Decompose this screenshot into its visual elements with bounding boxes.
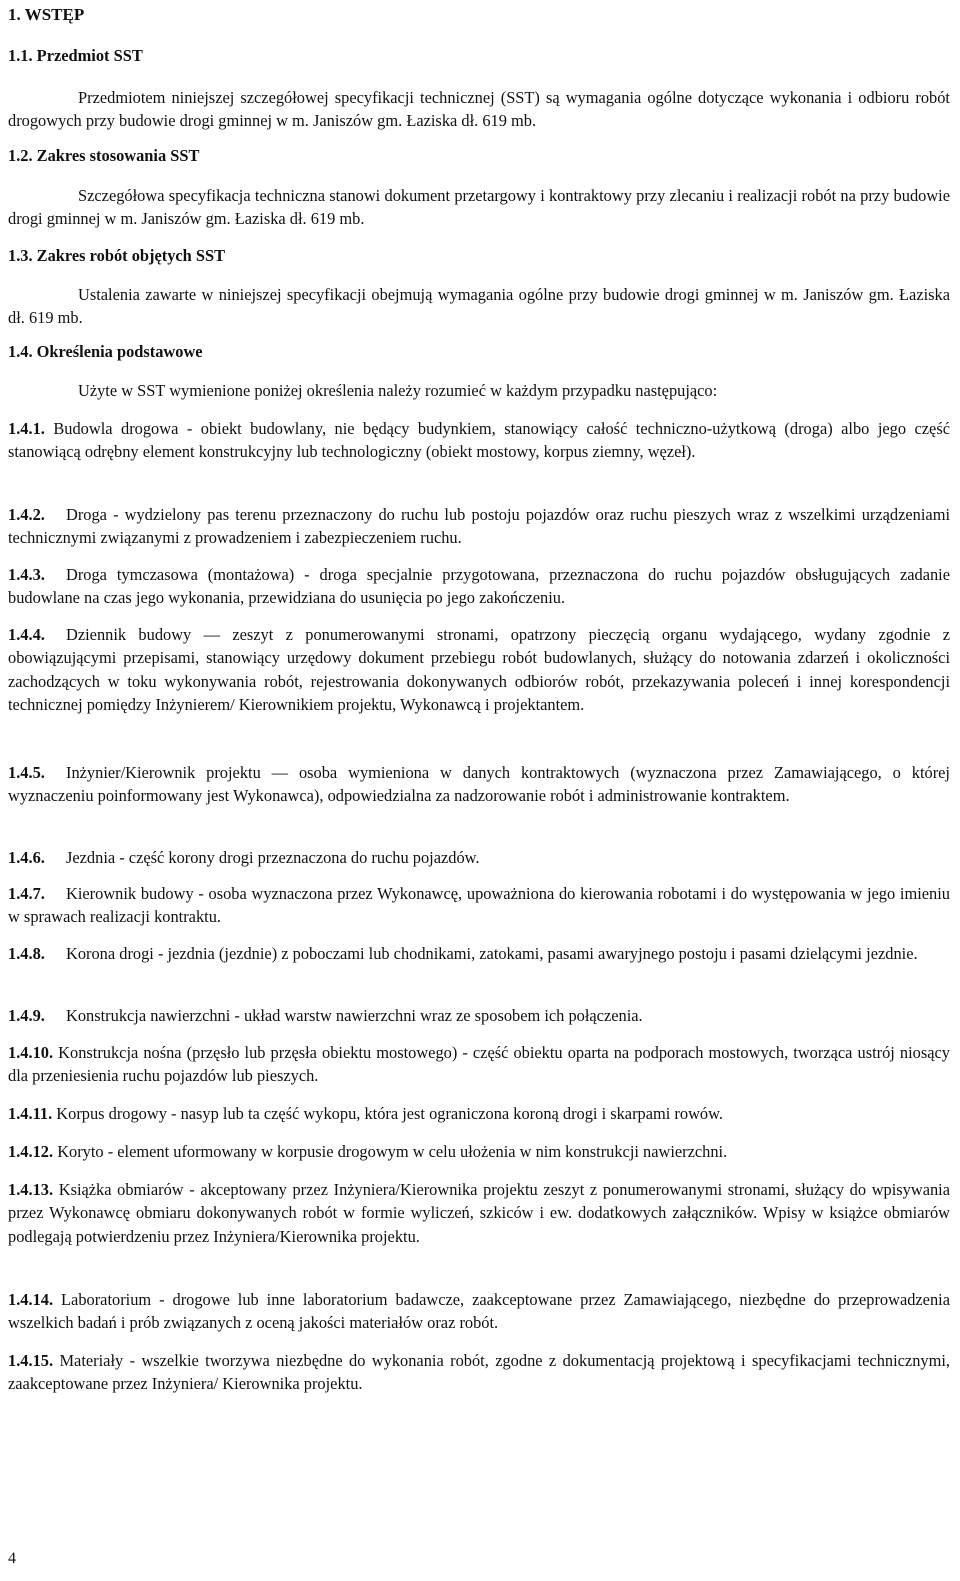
definition-1-4-9 [8, 1004, 950, 1027]
definition-1-4-4 [8, 623, 950, 717]
definition-1-4-15 [8, 1349, 950, 1396]
definition-text: Konstrukcja nawierzchni - układ warstw nawierzchni wraz ze sposobem ich połączenia. [66, 1006, 643, 1025]
definition-text: Koryto - element uformowany w korpusie drogowym w celu ułożenia w nim konstrukcji nawierzchni. [57, 1142, 728, 1161]
definition-text: Konstrukcja nośna (przęsło lub przęsła obiektu mostowego) - część obiektu oparta na podporach mostowych, tworząca ustrój niosący dla przeniesienia ruchu pojazdów lub pieszych. [8, 1043, 950, 1086]
definition-number: 1.4.14. [8, 1290, 54, 1309]
definition-1-4-5 [8, 761, 950, 808]
definition-number: 1.4.10. [8, 1043, 54, 1062]
definition-1-4-14 [8, 1288, 950, 1335]
definition-text: Jezdnia - część korony drogi przeznaczona do ruchu pojazdów. [66, 848, 480, 867]
definition-text: Materiały - wszelkie tworzywa niezbędne do wykonania robót, zgodne z dokumentacją projektową i specyfikacjami technicznymi, zaakceptowane przez Inżyniera/ Kierownika projektu. [8, 1351, 950, 1394]
definition-text: Droga - wydzielony pas terenu przeznaczony do ruchu lub postoju pojazdów oraz ruchu pieszych wraz z wszelkimi urządzeniami technicznymi związanymi z prowadzeniem i zabezpieczeniem ruchu. [8, 505, 950, 548]
definition-1-4-11 [8, 1102, 950, 1125]
definition-number: 1.4.12. [8, 1142, 54, 1161]
definition-number: 1.4.8. [8, 944, 45, 963]
section-text-1-4: Użyte w SST wymienione poniżej określenia należy rozumieć w każdym przypadku następująco: [78, 381, 718, 400]
page-number: 4 [8, 1550, 16, 1567]
definition-number: 1.4.5. [8, 763, 45, 782]
section-title-1-4: 1.4. Określenia podstawowe [8, 342, 203, 361]
definition-text: Inżynier/Kierownik projektu — osoba wymieniona w danych kontraktowych (wyznaczona przez Zamawiającego, o której wyznaczeniu poinformowany jest Wykonawca), odpowiedzialna za nadzorowanie robót i administrowanie kontraktem. [8, 763, 950, 806]
definition-text: Korpus drogowy - nasyp lub ta część wykopu, która jest ograniczona koroną drogi i skarpami rowów. [56, 1104, 723, 1123]
section-text-1-1: Przedmiotem niniejszej szczegółowej specyfikacji technicznej (SST) są wymagania ogólne dotyczące wykonania i odbioru robót drogowych przy budowie drogi gminnej w m. Janiszów gm. Łaziska dł. 619 mb. [8, 88, 950, 131]
definition-text: Korona drogi - jezdnia (jezdnie) z poboczami lub chodnikami, zatokami, pasami awaryjnego postoju i pasami dzielącymi jezdnie. [66, 944, 918, 963]
definition-1-4-6 [8, 846, 950, 869]
definition-text: Dziennik budowy — zeszyt z ponumerowanymi stronami, opatrzony pieczęcią organu wydającego, wydany zgodnie z obowiązującymi przepisami, stanowiący urzędowy dokument przebiegu robót budowlanych, służący do notowania zdarzeń i okoliczności zachodzących w toku wykonywania robót, rejestrowania dokonywanych odbiorów robót, przekazywania poleceń i innej korespondencji technicznej pomiędzy Inżynierem/ Kierownikiem projektu, Wykonawcą i projektantem. [8, 625, 950, 715]
definition-1-4-10 [8, 1041, 950, 1088]
definition-number: 1.4.3. [8, 565, 45, 584]
definition-text: Laboratorium - drogowe lub inne laboratorium badawcze, zaakceptowane przez Zamawiającego, niezbędne do przeprowadzenia wszelkich badań i prób związanych z oceną jakości materiałów oraz robót. [8, 1290, 950, 1333]
definition-number: 1.4.1. [8, 419, 45, 438]
definition-text: Budowla drogowa - obiekt budowlany, nie będący budynkiem, stanowiący całość techniczno-użytkową (droga) albo jego część stanowiącą odrębny element konstrukcyjny lub technologiczny (obiekt mostowy, korpus ziemny, węzeł). [8, 419, 950, 462]
definition-text: Droga tymczasowa (montażowa) - droga specjalnie przygotowana, przeznaczona do ruchu pojazdów obsługujących zadanie budowlane na czas jego wykonania, przewidziana do usunięcia po jego zakończeniu. [8, 565, 950, 608]
definition-number: 1.4.13. [8, 1180, 54, 1199]
definition-text: Kierownik budowy - osoba wyznaczona przez Wykonawcę, upoważniona do kierowania robotami i do występowania w jego imieniu w sprawach realizacji kontraktu. [8, 884, 950, 927]
section-title-1-2: 1.2. Zakres stosowania SST [8, 146, 200, 165]
section-text-1-3: Ustalenia zawarte w niniejszej specyfikacji obejmują wymagania ogólne przy budowie drogi gminnej w m. Janiszów gm. Łaziska dł. 619 mb. [8, 285, 950, 328]
definition-1-4-2 [8, 503, 950, 550]
definition-1-4-13 [8, 1178, 950, 1248]
section-text-1-2: Szczegółowa specyfikacja techniczna stanowi dokument przetargowy i kontraktowy przy zlecaniu i realizacji robót na przy budowie drogi gminnej w m. Janiszów gm. Łaziska dł. 619 mb. [8, 186, 950, 229]
definition-number: 1.4.11. [8, 1104, 53, 1123]
definition-1-4-7 [8, 882, 950, 929]
definition-text: Książka obmiarów - akceptowany przez Inżyniera/Kierownika projektu zeszyt z ponumerowanymi stronami, służący do wpisywania przez Wykonawcę obmiaru dokonywanych robót w formie wyliczeń, szkiców i ew. dodatkowych załączników. Wpisy w książce obmiarów podlegają potwierdzeniu przez Inżyniera/Kierownika projektu. [8, 1180, 950, 1246]
chapter-heading: 1. WSTĘP [8, 5, 85, 24]
definition-number: 1.4.9. [8, 1006, 45, 1025]
definition-number: 1.4.2. [8, 505, 45, 524]
definition-1-4-1 [8, 417, 950, 464]
definition-1-4-12 [8, 1140, 950, 1163]
definition-1-4-3 [8, 563, 950, 610]
definition-number: 1.4.6. [8, 848, 45, 867]
section-title-1-3: 1.3. Zakres robót objętych SST [8, 246, 226, 265]
definition-number: 1.4.4. [8, 625, 45, 644]
section-title-1-1: 1.1. Przedmiot SST [8, 46, 143, 65]
definition-1-4-8 [8, 942, 950, 965]
definition-number: 1.4.7. [8, 884, 45, 903]
definition-number: 1.4.15. [8, 1351, 54, 1370]
